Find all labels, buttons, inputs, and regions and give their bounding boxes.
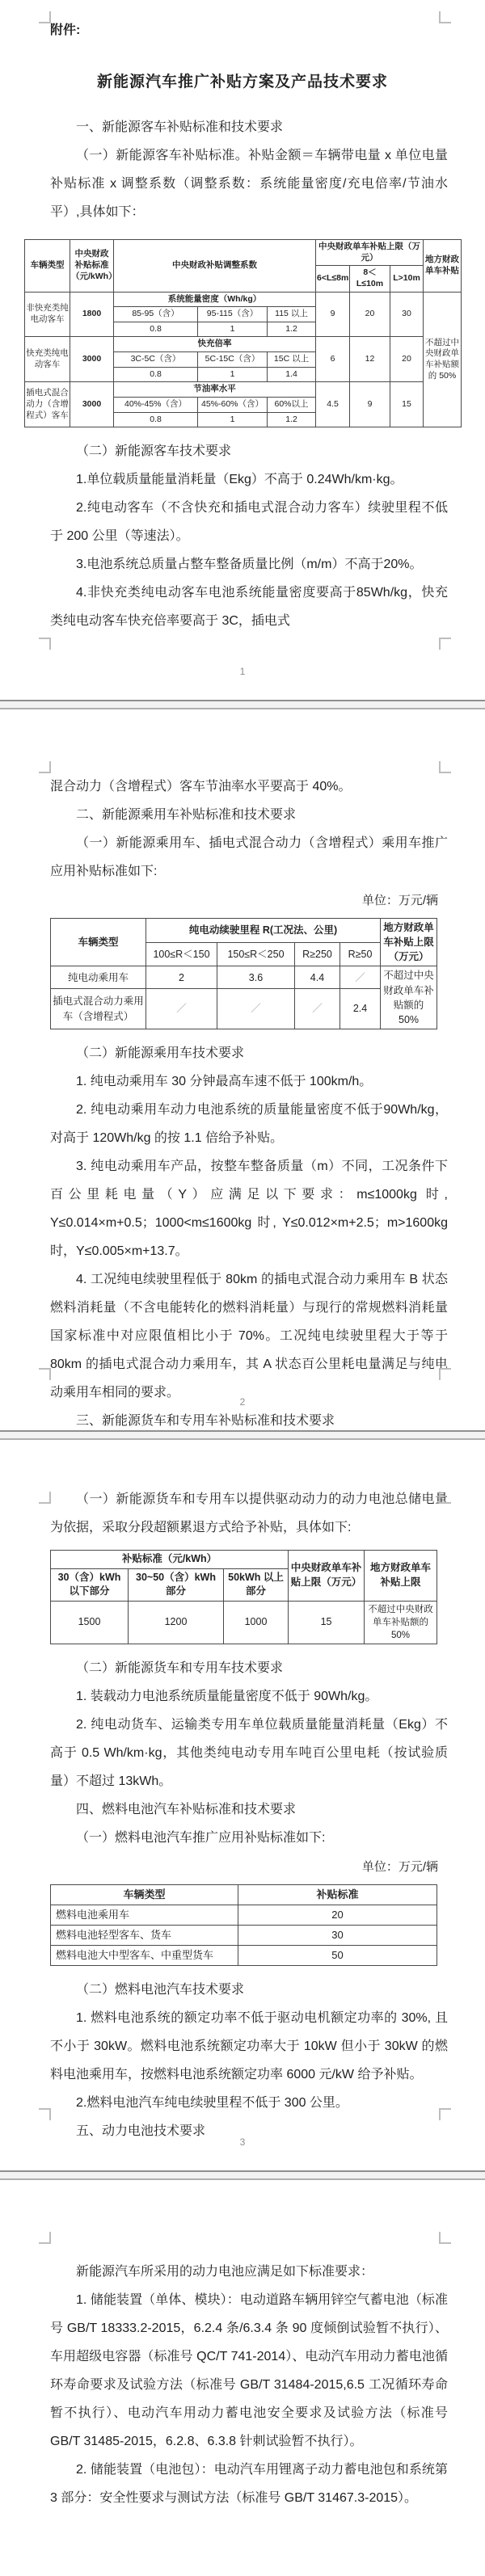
local-subsidy-note-cell: 不超过中央财政单车补贴额的 50% [424,292,462,427]
page-separator [0,700,485,709]
text-boundary-mark [39,1368,51,1380]
not-applicable-cell: ／ [146,989,217,1029]
vehicle-type-cell: 燃料电池大中型客车、中重型货车 [51,1946,238,1966]
data-cell: 30 [390,292,424,337]
text-boundary-mark [39,11,51,23]
header-cell: 30（含）kWh 以下部分 [51,1568,129,1601]
text-boundary-mark [39,1492,51,1504]
passenger-tech-heading: （二）新能源乘用车技术要求 [76,1046,245,1060]
section-heading-1: 一、新能源客车补贴标准和技术要求 [76,120,284,134]
list-item: 2. 纯电动乘用车动力电池系统的质量能量密度不低于90Wh/kg，对高于 120Wh/kg 的按 1.1 倍给予补贴。 [50,1102,448,1145]
not-applicable-cell: ／ [217,989,295,1029]
data-cell: 20 [350,292,390,337]
data-cell: 15 [390,382,424,427]
data-cell: 1500 [51,1601,129,1644]
table-row [51,989,437,1029]
section-heading-4: 四、燃料电池汽车补贴标准和技术要求 [76,1802,297,1816]
not-applicable-cell: ／ [340,966,381,989]
list-item: 2. 纯电动货车、运输类专用车单位载质量能量消耗量（Ekg）不高于 0.5 Wh/km·kg，其他类纯电动专用车吨百公里电耗（按试验质量）不超过 13kWh。 [50,1717,448,1788]
data-cell: 60%以上 [268,398,316,413]
table-row [51,1601,437,1644]
local-subsidy-note-cell: 不超过中央财政单车补贴额的 50% [381,966,437,1029]
local-subsidy-note-cell: 不超过中央财政单车补贴额的 50% [365,1601,437,1644]
list-item: 1.单位载质量能量消耗量（Ekg）不高于 0.24Wh/km·kg。 [76,473,403,487]
list-item: 1. 燃料电池系统的额定功率不低于驱动电机额定功率的 30%, 且不小于 30kW。燃料电池系统额定功率大于 10kW 但小于 30kW 的燃料电池乘用车，按燃料电池系统额定功率 6000 元/kW 给予补贴。 [50,2011,448,2082]
header-cell: R≥250 [295,942,340,966]
text-boundary-mark [439,761,451,773]
page-2 [0,709,485,1430]
vehicle-type-cell: 非快充类纯电动客车 [25,292,70,337]
data-cell: 115 以上 [268,307,316,322]
vehicle-type-cell: 纯电动乘用车 [51,966,146,989]
text-boundary-mark [39,638,51,650]
passenger-subsidy-intro: （一）新能源乘用车、插电式混合动力（含增程式）乘用车推广应用补贴标准如下: [50,836,448,878]
header-cell: 中央财政补贴标准（元/kWh） [70,240,114,293]
text-boundary-mark [439,2108,451,2120]
data-cell: 1 [198,322,268,337]
text-boundary-mark [39,761,51,773]
header-cell: 车辆类型 [51,1884,238,1905]
vehicle-type-cell: 快充类纯电动客车 [25,337,70,382]
data-cell: 15 [289,1601,365,1644]
data-cell: 2.4 [340,989,381,1029]
text-boundary-mark [439,11,451,23]
header-cell: 地方财政单车补贴 [424,240,462,293]
table-header-row [25,240,462,266]
header-cell: 100≤R＜150 [146,942,217,966]
table-header-row [51,1551,437,1569]
page-number: 3 [239,2136,246,2148]
data-cell: 1 [198,367,268,382]
page-number: 1 [239,666,246,677]
page-3 [0,1440,485,2170]
truck-tech-heading: （二）新能源货车和专用车技术要求 [76,1661,284,1675]
header-cell: 纯电动续驶里程 R(工况法、公里) [146,919,381,943]
list-item: 2.燃料电池汽车纯电续驶里程不低于 300 公里。 [76,2096,348,2111]
data-cell: 4.5 [316,382,350,427]
fuel-cell-tech-heading: （二）燃料电池汽车技术要求 [76,1983,245,1997]
page-separator [0,1430,485,1440]
text-boundary-mark [439,1368,451,1380]
data-cell: 20 [238,1905,437,1925]
table-header-row [51,919,437,943]
data-cell: 4.4 [295,966,340,989]
table-row [25,337,462,352]
truck-subsidy-table [50,1550,437,1644]
list-item: 4. 工况纯电续驶里程低于 80km 的插电式混合动力乘用车 B 状态燃料消耗量（不含电能转化的燃料消耗量）与现行的常规燃料消耗量国家标准中对应限值相比小于 70%。工况纯电续驶里程大于等于 80km 的插电式混合动力乘用车，其 A 状态百公里耗电量满足与纯电动乘用车相同的要求。 [50,1272,448,1400]
text-boundary-mark [439,2232,451,2244]
bus-subsidy-intro: （一）新能源客车补贴标准。补贴金额＝车辆带电量 x 单位电量补贴标准 x 调整系数（调整系数：系统能量密度/充电倍率/节油水平）,具体如下： [50,149,448,219]
list-item: 3.电池系统总质量占整车整备质量比例（m/m）不高于20%。 [76,558,423,572]
page-number: 2 [239,1396,246,1408]
doc-title: 新能源汽车推广补贴方案及产品技术要求 [96,74,388,90]
header-cell: 30~50（含）kWh 部分 [129,1568,224,1601]
data-cell: 1.2 [268,322,316,337]
vehicle-type-cell: 插电式混合动力（含增程式）客车 [25,382,70,427]
text-boundary-mark [39,2108,51,2120]
header-cell: 8＜L≤10m [350,266,390,292]
header-cell: 中央财政补贴调整系数 [114,240,316,293]
data-cell: 30 [238,1926,437,1946]
data-cell: 1000 [224,1601,289,1644]
unit-label: 单位：万元/辆 [361,1859,438,1874]
data-cell: 3000 [70,337,114,382]
metric-cell: 系统能量密度（Wh/kg） [114,292,316,307]
header-cell: R≥50 [340,942,381,966]
data-cell: 3000 [70,382,114,427]
data-cell: 1200 [129,1601,224,1644]
table-header-row [51,1884,437,1905]
data-cell: 0.8 [114,367,198,382]
header-cell: 50kWh 以上部分 [224,1568,289,1601]
vehicle-type-cell: 燃料电池乘用车 [51,1905,238,1925]
data-cell: 9 [316,292,350,337]
section-heading-5: 五、动力电池技术要求 [76,2124,206,2139]
data-cell: 1 [198,412,268,427]
data-cell: 3C-5C（含） [114,352,198,368]
data-cell: 12 [350,337,390,382]
vehicle-type-cell: 插电式混合动力乘用车（含增程式） [51,989,146,1029]
truck-subsidy-intro: （一）新能源货车和专用车以提供驱动动力的动力电池总储电量为依据，采取分段超额累退方式给予补贴，具体如下: [50,1492,448,1534]
data-cell: 15C 以上 [268,352,316,368]
text-boundary-mark [439,638,451,650]
fuel-cell-subsidy-intro: （一）燃料电池汽车推广应用补贴标准如下: [76,1830,326,1845]
list-item: 2.纯电动客车（不含快充和插电式混合动力客车）续驶里程不低于 200 公里（等速法）。 [50,501,448,544]
page-separator [0,2170,485,2180]
header-cell: 补贴标准 [238,1884,437,1905]
data-cell: 45%-60%（含） [198,398,268,413]
fuel-cell-subsidy-table [50,1884,437,1967]
unit-label: 单位：万元/辆 [361,894,438,907]
section-heading-2: 二、新能源乘用车补贴标准和技术要求 [76,808,297,822]
table-row [51,1905,437,1925]
attachment-label: 附件: [50,23,81,37]
page-1 [0,0,485,700]
header-cell: 6<L≤8m [316,266,350,292]
table-row [25,382,462,398]
metric-cell: 快充倍率 [114,337,316,352]
data-cell: 3.6 [217,966,295,989]
data-cell: 20 [390,337,424,382]
list-item: 1. 纯电动乘用车 30 分钟最高车速不低于 100km/h。 [76,1074,373,1088]
table-row [51,1946,437,1966]
data-cell: 85-95（含） [114,307,198,322]
data-cell: 1800 [70,292,114,337]
page-4 [0,2180,485,2576]
text-boundary-mark [439,1492,451,1504]
data-cell: 0.8 [114,412,198,427]
list-item: 1. 储能装置（单体、模块）：电动道路车辆用锌空气蓄电池（标准号 GB/T 18333.2-2015，6.2.4 条/6.3.4 条 90 度倾倒试验暂不执行）、车用超级电容器（标准号 QC/T 741-2014）、电动汽车用动力蓄电池循环寿命要求及试验方法（标准号 GB/T 31484-2015,6.5 工况循环寿命暂不执行）、电动汽车用动力蓄电池安全要求及试验方法（标准号 GB/T 31485-2015，6.2.8、6.3.8 针刺试验暂不执行）。 [50,2293,448,2448]
data-cell: 50 [238,1946,437,1966]
header-cell: 车辆类型 [51,919,146,966]
table-row [51,966,437,989]
bus-subsidy-table [24,239,462,427]
table-row [51,1926,437,1946]
header-cell: 地方财政单车补贴上限 [365,1551,437,1602]
vehicle-type-cell: 燃料电池轻型客车、货车 [51,1926,238,1946]
metric-cell: 节油率水平 [114,382,316,398]
list-item: 3. 纯电动乘用车产品，按整车整备质量（m）不同，工况条件下百公里耗电量（Y）应满足以下要求：m≤1000kg 时, Y≤0.014×m+0.5；1000<m≤1600kg 时, Y≤0.012×m+2.5；m>1600kg 时，Y≤0.005×m+13.7。 [50,1159,448,1258]
header-cell: 150≤R＜250 [217,942,295,966]
data-cell: 95-115（含） [198,307,268,322]
list-item: 1. 装载动力电池系统质量能量密度不低于 90Wh/kg。 [76,1689,378,1703]
data-cell: 1.2 [268,412,316,427]
header-cell: 地方财政单车补贴上限（万元） [381,919,437,966]
table-row [25,292,462,307]
bus-tech-heading: （二）新能源客车技术要求 [76,444,232,459]
header-cell: 车辆类型 [25,240,70,293]
header-cell: 中央财政单车补贴上限（万元） [316,240,424,266]
data-cell: 9 [350,382,390,427]
data-cell: 0.8 [114,322,198,337]
data-cell: 6 [316,337,350,382]
data-cell: 5C-15C（含） [198,352,268,368]
data-cell: 40%-45%（含） [114,398,198,413]
continued-paragraph: 混合动力（含增程式）客车节油率水平要高于 40%。 [50,780,352,793]
battery-requirements-intro: 新能源汽车所采用的动力电池应满足如下标准要求： [76,2265,374,2279]
list-item: 4.非快充类纯电动客车电池系统能量密度要高于85Wh/kg，快充类纯电动客车快充倍率要高于 3C，插电式 [50,586,448,629]
header-cell: L>10m [390,266,424,292]
data-cell: 2 [146,966,217,989]
not-applicable-cell: ／ [295,989,340,1029]
section-heading-3: 三、新能源货车和专用车补贴标准和技术要求 [76,1413,335,1428]
header-cell: 补贴标准（元/kWh） [51,1551,289,1569]
passenger-subsidy-table [50,918,437,1029]
header-cell: 中央财政单车补贴上限（万元） [289,1551,365,1602]
text-boundary-mark [39,2232,51,2244]
list-item: 2. 储能装置（电池包）：电动汽车用锂离子动力蓄电池包和系统第 3 部分：安全性要求与测试方法（标准号 GB/T 31467.3-2015）。 [50,2463,448,2505]
data-cell: 1.4 [268,367,316,382]
